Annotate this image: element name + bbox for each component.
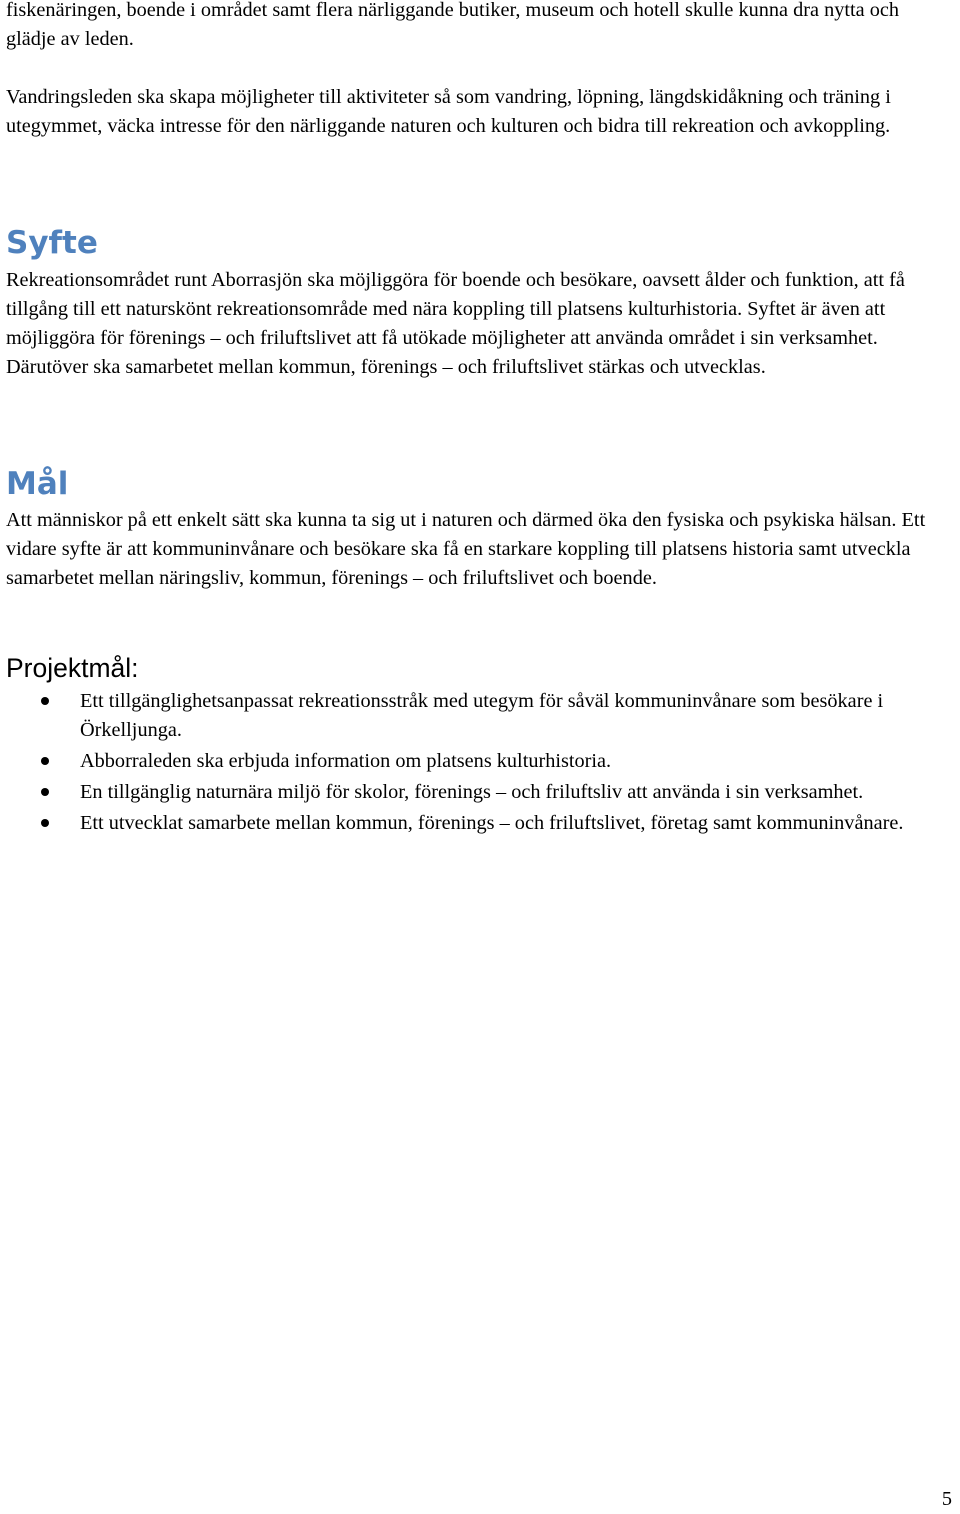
list-item bbox=[6, 687, 936, 745]
bullet-icon bbox=[41, 819, 49, 827]
syfte-heading: Syfte bbox=[6, 225, 98, 261]
list-item bbox=[6, 778, 936, 807]
mal-paragraph: Att människor på ett enkelt sätt ska kunna ta sig ut i naturen och därmed öka den fysiska och psykiska hälsan. Ett vidare syfte är att kommuninvånare och besökare ska få en starkare koppling till platsens historia samt utveckla samarbetet mellan näringsliv, kommun, förenings – och friluftslivet och boende. bbox=[6, 509, 926, 589]
list-item-text: Abborraleden ska erbjuda information om platsens kulturhistoria. bbox=[80, 750, 612, 772]
projektmal-list bbox=[6, 687, 936, 840]
list-item bbox=[6, 747, 936, 776]
intro-paragraph-1: fiskenäringen, boende i området samt flera närliggande butiker, museum och hotell skulle kunna dra nytta och glädje av leden. bbox=[6, 0, 899, 50]
mal-heading: Mål bbox=[6, 466, 69, 502]
list-item-text: Ett tillgänglighetsanpassat rekreationsstråk med utegym för såväl kommuninvånare som besökare i Örkelljunga. bbox=[80, 690, 884, 741]
list-item-text: En tillgänglig naturnära miljö för skolor, förenings – och friluftsliv att använda i sin verksamhet. bbox=[80, 781, 864, 803]
intro-paragraph-2: Vandringsleden ska skapa möjligheter till aktiviteter så som vandring, löpning, längdskidåkning och träning i utegymmet, väcka intresse för den närliggande naturen och kulturen och bidra till rekreation och avkoppling. bbox=[6, 86, 891, 137]
page-number: 5 bbox=[941, 1488, 952, 1510]
bullet-icon bbox=[41, 697, 49, 705]
bullet-icon bbox=[41, 788, 49, 796]
syfte-paragraph: Rekreationsområdet runt Aborrasjön ska möjliggöra för boende och besökare, oavsett ålder och funktion, att få tillgång till ett naturskönt rekreationsområde med nära koppling till platsens kulturhistoria. Syftet är även att möjliggöra för förenings – och friluftslivet att få utökade möjligheter att använda området i sin verksamhet. Därutöver ska samarbetet mellan kommun, förenings – och friluftslivet stärkas och utvecklas. bbox=[6, 269, 905, 378]
projektmal-heading: Projektmål: bbox=[6, 653, 139, 683]
list-item-text: Ett utvecklat samarbete mellan kommun, förenings – och friluftslivet, företag samt kommuninvånare. bbox=[80, 812, 904, 834]
list-item bbox=[6, 809, 936, 838]
bullet-icon bbox=[41, 757, 49, 765]
